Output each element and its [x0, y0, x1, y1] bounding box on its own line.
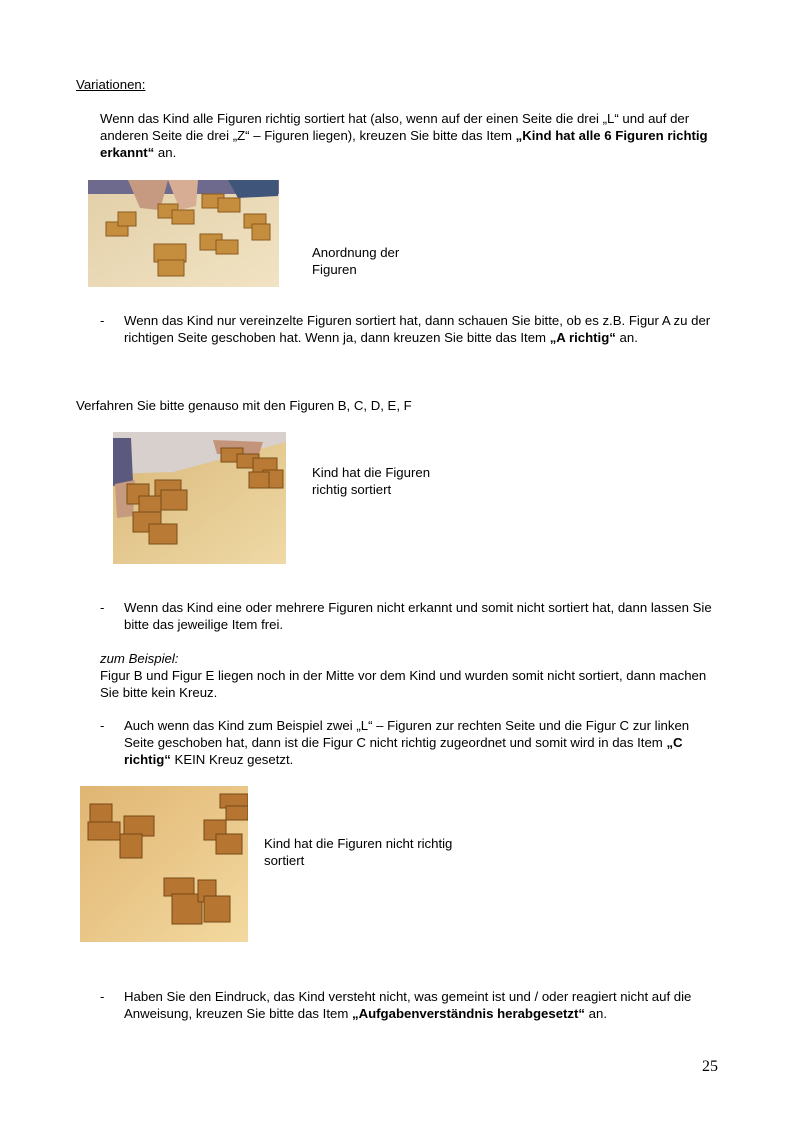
item-label-all-correct: „Kind hat alle 6 Figuren richtig erkannt“	[100, 128, 708, 160]
example-text: Figur B und Figur E liegen noch in der Mitte vor dem Kind und wurden somit nicht sortiert, dann machen Sie bitte kein Kreuz.	[100, 668, 707, 700]
photo-figure-arrangement	[88, 180, 279, 287]
photo-child-sorted-correctly	[113, 432, 286, 564]
photo-not-sorted-correctly	[80, 786, 248, 942]
example-label: zum Beispiel:	[100, 651, 179, 666]
page-number: 25	[702, 1058, 718, 1075]
item-label-c-correct: „C richtig“	[124, 735, 683, 767]
caption-sorted-correctly: Kind hat die Figuren richtig sortiert	[312, 465, 431, 497]
bullet-task-understanding: - Haben Sie den Eindruck, das Kind versteht nicht, was gemeint ist und / oder reagiert nicht auf die Anweisung, kreuzen Sie bitte das Item „Aufgabenverständnis herabgesetzt“ an.	[100, 989, 692, 1021]
caption-figure-arrangement: Anordnung der Figuren	[312, 245, 400, 277]
example-block	[100, 650, 720, 701]
bullet-wrong-side: - Auch wenn das Kind zum Beispiel zwei „L“ – Figuren zur rechten Seite und die Figur C zur linken Seite geschoben hat, dann ist die Figur C nicht richtig zugeordnet und somit wird in das Item „C richtig“ KEIN Kreuz gesetzt.	[100, 718, 690, 767]
caption-not-sorted-correctly: Kind hat die Figuren nicht richtig sortiert	[264, 836, 453, 868]
procedure-note: Verfahren Sie bitte genauso mit den Figuren B, C, D, E, F	[76, 398, 412, 413]
item-label-task-understanding: „Aufgabenverständnis herabgesetzt“	[351, 1006, 586, 1021]
section-heading: Variationen:	[76, 77, 146, 92]
bullet-single-figures: - Wenn das Kind nur vereinzelte Figuren sortiert hat, dann schauen Sie bitte, ob es z.B. Figur A zu der richtigen Seite geschoben hat. Wenn ja, dann kreuzen Sie bitte das Item „A richtig“ an.	[100, 313, 711, 345]
bullet-not-recognized: - Wenn das Kind eine oder mehrere Figuren nicht erkannt und somit nicht sortiert hat, dann lassen Sie bitte das jeweilige Item frei.	[100, 600, 712, 632]
intro-paragraph: Wenn das Kind alle Figuren richtig sortiert hat (also, wenn auf der einen Seite die drei „L“ und auf der anderen Seite die drei „Z“ – Figuren liegen), kreuzen Sie bitte das Item „Kind hat alle 6 Figuren richtig erkannt“ an.	[100, 111, 708, 160]
item-label-a-correct: „A richtig“	[549, 330, 616, 345]
